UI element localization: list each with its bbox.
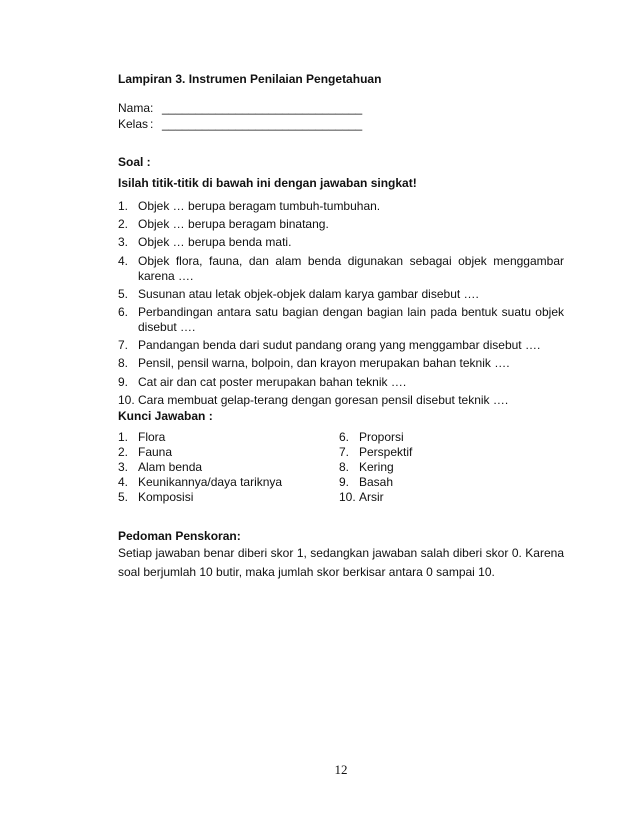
answer-text: Alam benda bbox=[138, 460, 203, 474]
answer-text: Kering bbox=[359, 460, 394, 474]
answer-text: Keunikannya/daya tariknya bbox=[138, 475, 283, 489]
answer-item bbox=[339, 430, 499, 445]
name-field bbox=[118, 101, 362, 116]
answer-number: 1. bbox=[118, 430, 129, 444]
answer-text: Flora bbox=[138, 430, 166, 444]
answer-text: Perspektif bbox=[359, 445, 413, 459]
answer-item bbox=[339, 445, 499, 460]
answer-number: 5. bbox=[118, 490, 129, 504]
answer-number: 7. bbox=[339, 445, 350, 459]
question-text: Objek flora, fauna, dan alam benda digunakan sebagai objek menggambar karena …. bbox=[138, 253, 564, 283]
scoring-guide-text: Setiap jawaban benar diberi skor 1, sedangkan jawaban salah diberi skor 0. Karena soal berjumlah 10 butir, maka jumlah skor berkisar antara 0 sampai 10. bbox=[118, 546, 564, 579]
question-item bbox=[118, 235, 564, 250]
answer-item bbox=[118, 430, 328, 445]
question-text: Pandangan benda dari sudut pandang orang yang menggambar disebut …. bbox=[138, 338, 541, 353]
question-item bbox=[118, 393, 564, 408]
question-number: 3. bbox=[118, 235, 129, 250]
class-field bbox=[118, 117, 362, 132]
question-item bbox=[118, 254, 564, 284]
question-text: Objek … berupa beragam tumbuh-tumbuhan. bbox=[138, 199, 381, 213]
page-title: Lampiran 3. Instrumen Penilaian Pengetahuan bbox=[118, 72, 382, 86]
class-colon: : bbox=[150, 117, 154, 131]
question-text: Objek … berupa benda mati. bbox=[138, 235, 292, 250]
question-list bbox=[118, 199, 564, 411]
question-text: Cara membuat gelap-terang dengan goresan pensil disebut teknik …. bbox=[138, 392, 509, 407]
document-page bbox=[118, 0, 564, 826]
answer-item bbox=[118, 445, 328, 460]
name-colon: : bbox=[150, 101, 154, 115]
answer-item bbox=[339, 460, 499, 475]
answer-text: Fauna bbox=[138, 445, 173, 459]
answer-item bbox=[339, 475, 499, 490]
answer-key-left-column bbox=[118, 430, 328, 505]
answer-key-right-column bbox=[339, 430, 499, 505]
page-number: 12 bbox=[334, 762, 348, 777]
instruction: Isilah titik-titik di bawah ini dengan jawaban singkat! bbox=[118, 176, 417, 190]
question-item bbox=[118, 375, 564, 390]
question-number: 9. bbox=[118, 374, 129, 389]
question-item bbox=[118, 305, 564, 335]
question-item bbox=[118, 338, 564, 353]
question-text: Objek … berupa beragam binatang. bbox=[138, 217, 329, 232]
question-item bbox=[118, 287, 564, 302]
question-number: 5. bbox=[118, 286, 129, 301]
answer-key-heading: Kunci Jawaban : bbox=[118, 409, 213, 423]
question-number: 2. bbox=[118, 217, 129, 232]
question-number: 8. bbox=[118, 356, 129, 371]
soal-heading: Soal : bbox=[118, 155, 151, 169]
answer-number: 9. bbox=[339, 475, 350, 489]
question-number: 6. bbox=[118, 304, 129, 319]
question-text: Susunan atau letak objek-objek dalam karya gambar disebut …. bbox=[138, 286, 479, 301]
answer-item bbox=[339, 490, 499, 505]
answer-text: Basah bbox=[359, 475, 394, 489]
question-text: Cat air dan cat poster merupakan bahan teknik …. bbox=[138, 374, 407, 389]
question-number: 7. bbox=[118, 338, 129, 353]
answer-number: 3. bbox=[118, 460, 129, 474]
answer-item bbox=[118, 460, 328, 475]
question-text: Pensil, pensil warna, bolpoin, dan krayon merupakan bahan teknik …. bbox=[138, 356, 510, 371]
answer-number: 2. bbox=[118, 445, 129, 459]
question-number: 1. bbox=[118, 199, 129, 213]
answer-item bbox=[118, 475, 328, 490]
question-number: 10. bbox=[118, 392, 135, 407]
question-item bbox=[118, 217, 564, 232]
answer-number: 6. bbox=[339, 430, 350, 444]
answer-number: 10. bbox=[339, 490, 356, 504]
class-label: Kelas bbox=[118, 117, 149, 131]
answer-item bbox=[118, 490, 328, 505]
question-number: 4. bbox=[118, 253, 129, 268]
question-item bbox=[118, 199, 564, 214]
answer-text: Komposisi bbox=[138, 490, 194, 504]
answer-text: Arsir bbox=[359, 490, 384, 504]
name-blank: ______________________________ bbox=[162, 101, 363, 115]
name-label: Nama bbox=[118, 101, 151, 115]
answer-number: 4. bbox=[118, 475, 129, 489]
scoring-guide-heading: Pedoman Penskoran: bbox=[118, 529, 241, 543]
class-blank: ______________________________ bbox=[162, 117, 363, 131]
answer-text: Proporsi bbox=[359, 430, 404, 444]
question-text: Perbandingan antara satu bagian dengan bagian lain pada bentuk suatu objek disebut …. bbox=[138, 304, 564, 334]
question-item bbox=[118, 356, 564, 371]
answer-number: 8. bbox=[339, 460, 350, 474]
